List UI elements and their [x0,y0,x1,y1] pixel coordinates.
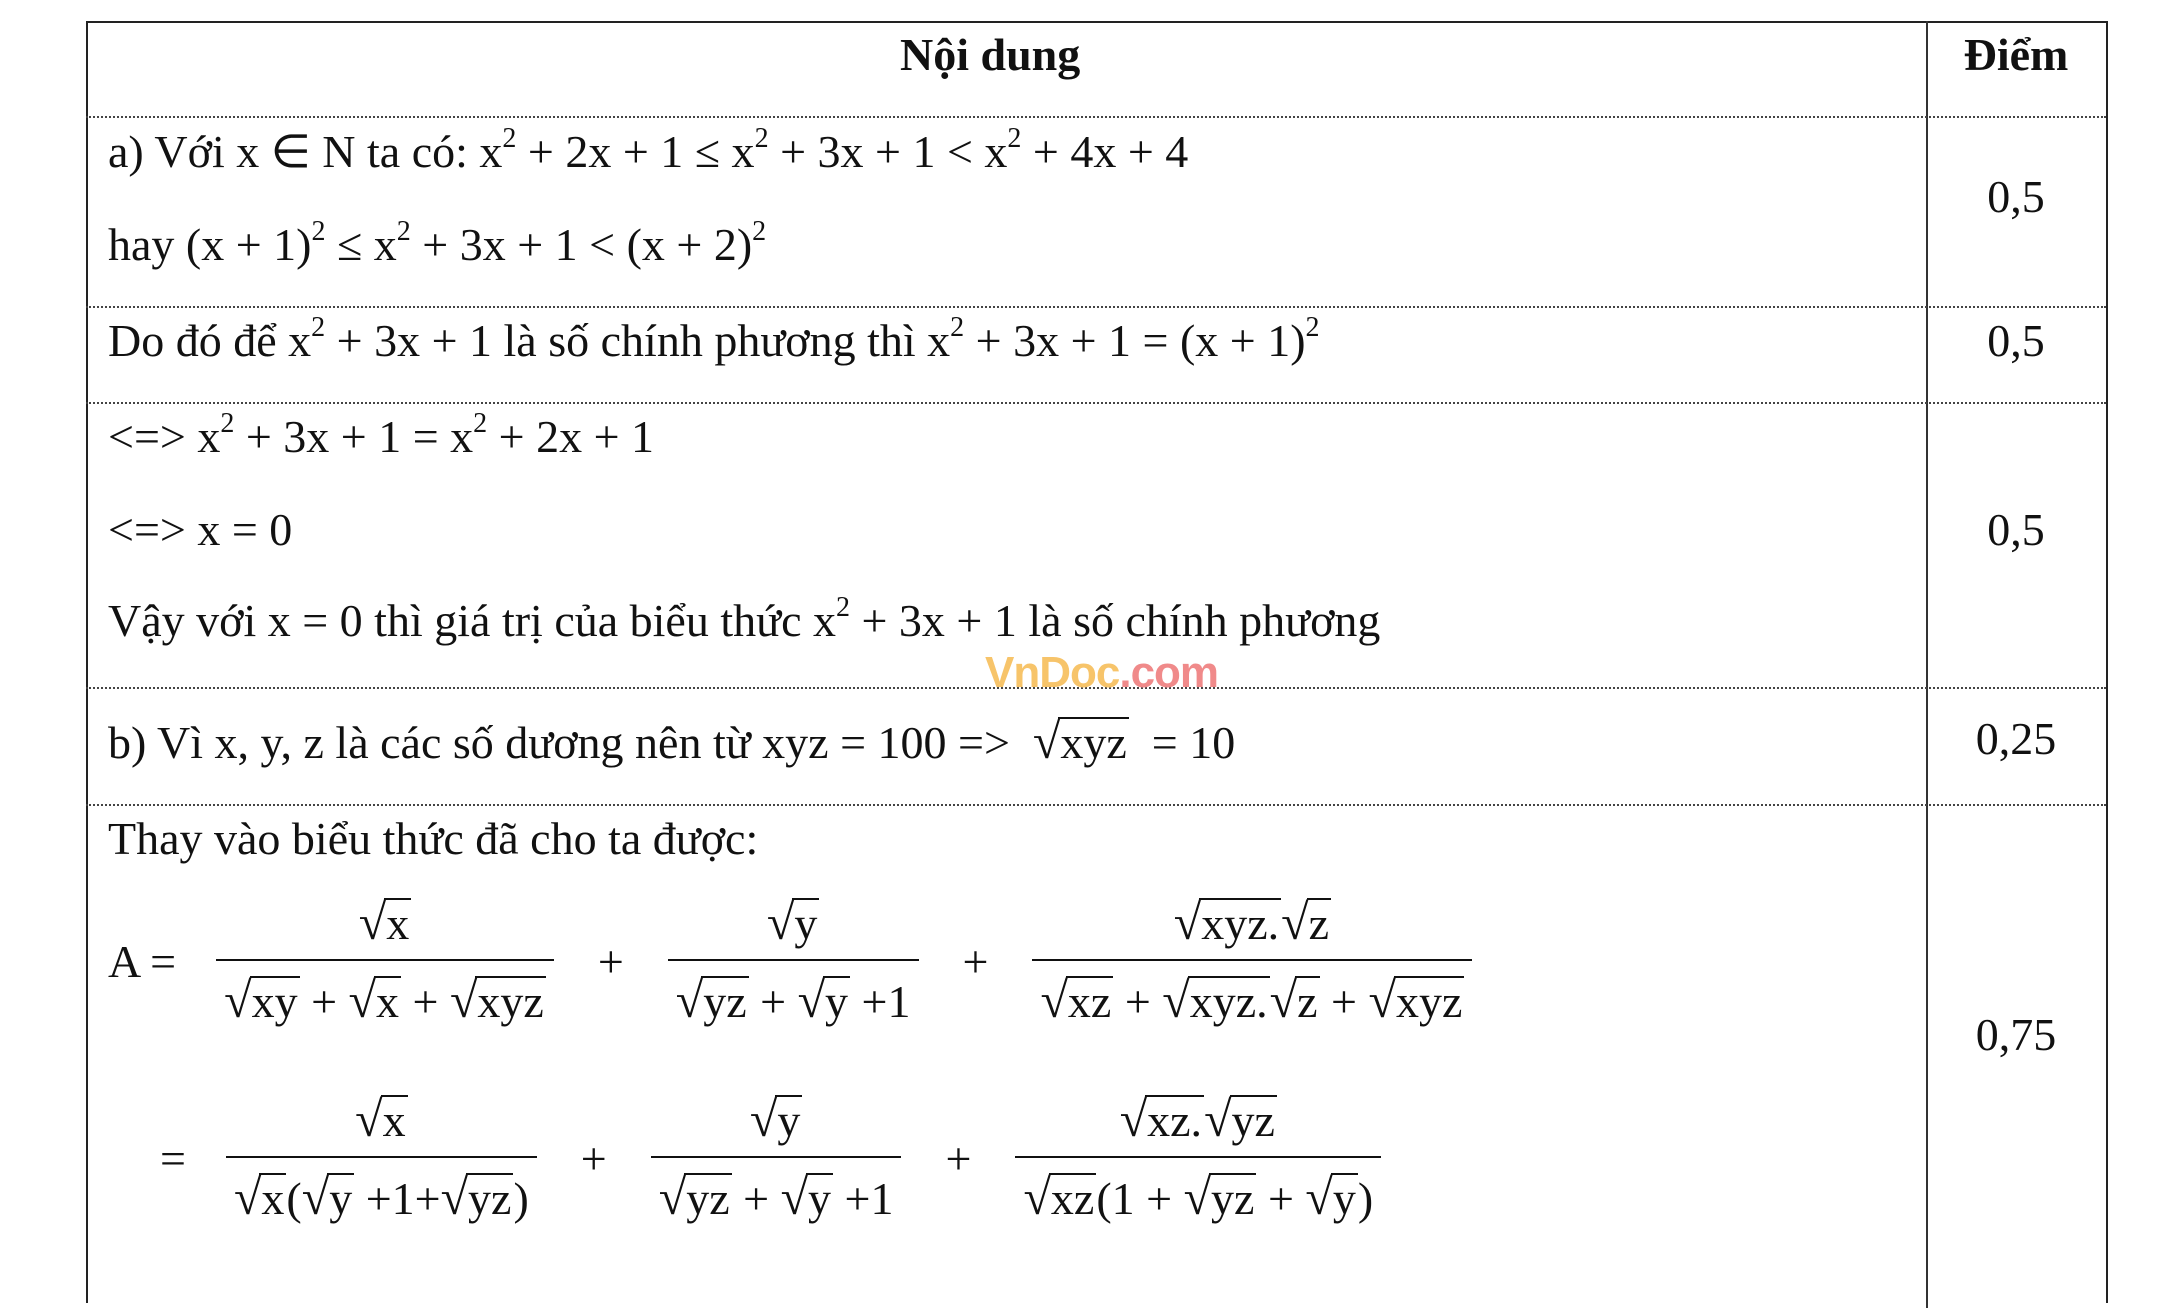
header-points: Điểm [1963,29,2069,80]
text: = 10 [1151,717,1236,768]
sqrt-icon: √ [675,972,704,1028]
numerator [759,893,827,959]
row-divider [86,804,2106,806]
sqrt-icon: √ [780,1169,809,1225]
radicand: x [375,976,399,1027]
text: b) Vì x, y, z là các số dương nên từ xyz = 100 => [108,717,1010,768]
exponent: 2 [1007,123,1022,154]
exponent: 2 [1305,312,1320,343]
sqrt-icon: √ [355,1091,383,1147]
radicand: yz [1231,1095,1275,1146]
sqrt-icon: √ [749,1091,778,1147]
fraction [1032,893,1472,1029]
radicand: y [794,898,818,949]
numerator [1112,1090,1285,1156]
formula-line1 [108,893,1486,1029]
fraction [216,893,554,1029]
radicand: y [808,1173,832,1224]
sqrt-icon: √ [1305,1169,1333,1225]
row1-points: 0,5 [1987,171,2045,222]
sqrt-icon: √ [449,972,478,1028]
text: + 2x + 1 ≤ x [516,126,755,177]
denominator: √xy + √x + √xyz [216,959,554,1029]
row2-points: 0,5 [1987,315,2045,366]
exponent: 2 [311,312,326,343]
text: + 4x + 4 [1021,126,1189,177]
denominator: √xz + √xyz.√z + √xyz [1032,959,1472,1029]
row2-line [108,314,1320,367]
radicand: y [1332,1173,1356,1224]
text: + 3x + 1 < x [768,126,1008,177]
row1-line1 [108,124,1188,178]
radicand: z [1297,976,1318,1027]
radicand: xyz [1060,717,1127,768]
row3-line1 [108,410,654,463]
sqrt-icon: √ [766,894,795,950]
numerator [347,1090,415,1156]
text: + 3x + 1 = x [234,411,474,462]
fraction [651,1090,902,1226]
radicand: y [329,1173,353,1224]
fraction [1015,1090,1381,1226]
one: 1 [870,1173,894,1224]
exponent: 2 [950,312,965,343]
one: 1 [887,976,911,1027]
text: + 3x + 1 là số chính phương [849,595,1381,646]
radicand: x [261,1173,285,1224]
radicand: xy [251,976,298,1027]
radicand: xyz [477,976,544,1027]
one: 1 [1111,1173,1135,1224]
radicand: yz [1211,1173,1255,1224]
sqrt-icon: √ [1183,1169,1212,1225]
text: + 2x + 1 [487,411,655,462]
radicand: xyz. [1201,898,1280,949]
fraction [226,1090,537,1226]
text: + 3x + 1 là số chính phương thì x [325,315,951,366]
sqrt-icon: √ [1368,972,1396,1028]
radicand: xz [1050,1173,1095,1224]
sqrt-icon: √ [301,1169,330,1225]
exponent: 2 [502,123,517,154]
numerator [1166,893,1339,959]
sqrt-icon: √ [1040,972,1068,1028]
radicand: yz [686,1173,730,1224]
row-divider [86,306,2106,308]
row3-line3 [108,594,1380,647]
radicand: xz [1067,976,1112,1027]
denominator: √yz + √y +1 [668,959,919,1029]
sqrt-icon: √ [1173,894,1202,950]
radicand: x [382,1095,406,1146]
equals-sign: = [160,1132,186,1184]
sqrt-icon: √ [224,972,252,1028]
exponent: 2 [752,216,767,247]
sqrt-icon: √ [1119,1091,1148,1147]
radicand: xz. [1147,1095,1203,1146]
sqrt-icon: √ [440,1169,469,1225]
sqrt-icon: √ [658,1169,687,1225]
plus-sign: + [597,935,624,987]
exponent: 2 [754,123,769,154]
text: + 3x + 1 = (x + 1) [964,315,1306,366]
text: a) Với x ∈ N ta có: x [108,126,503,177]
text: hay (x + 1) [108,219,312,270]
exponent: 2 [835,592,850,623]
fraction [668,893,919,1029]
row1-line2 [108,218,766,271]
denominator: √xz(1 + √yz + √y) [1015,1156,1381,1226]
sqrt-icon: √ [1204,1091,1232,1147]
sqrt-icon: √ [1032,713,1061,769]
row-divider [86,402,2106,404]
denominator: √yz + √y +1 [651,1156,902,1226]
row5-intro: Thay vào biểu thức đã cho ta được: [108,813,759,864]
radicand: x [386,898,410,949]
exponent: 2 [311,216,326,247]
radicand: yz [468,1173,512,1224]
sqrt-icon: √ [348,972,376,1028]
row4-points: 0,25 [1975,713,2057,764]
radicand: xyz [1395,976,1463,1027]
numerator [351,893,419,959]
radicand: y [825,976,849,1027]
a-label: A = [108,935,177,987]
sqrt-icon: √ [1269,972,1298,1028]
text: Do đó để x [108,315,312,366]
one: 1 [391,1173,415,1224]
sqrt-icon: √ [1023,1169,1051,1225]
text: <=> x [108,411,221,462]
radicand: y [777,1095,801,1146]
denominator: √x(√y +1+√yz) [226,1156,537,1226]
sqrt-icon: √ [797,972,826,1028]
text: ≤ x [325,219,397,270]
text: Vậy với x = 0 thì giá trị của biểu thức x [108,595,836,646]
radicand: z [1308,898,1330,949]
plus-sign: + [580,1132,607,1184]
row4-line [108,712,1235,770]
sqrt-icon: √ [233,1169,262,1225]
numerator [742,1090,810,1156]
sqrt-icon: √ [1281,894,1309,950]
radicand: xyz. [1189,976,1268,1027]
row-divider [86,116,2106,118]
plus-sign: + [945,1132,972,1184]
formula-line2 [160,1090,1395,1226]
exponent: 2 [396,216,411,247]
plus-sign: + [962,935,989,987]
vndoc-watermark [985,648,1219,697]
exponent: 2 [473,408,488,439]
watermark-part: .com [1119,648,1219,697]
exponent: 2 [220,408,235,439]
header-content: Nội dung [900,29,1081,80]
sqrt-icon: √ [358,894,387,950]
row5-points: 0,75 [1975,1009,2057,1060]
watermark-part: VnDoc [985,648,1120,697]
text: + 3x + 1 < (x + 2) [410,219,753,270]
row3-points: 0,5 [1987,504,2045,555]
sqrt-icon: √ [1162,972,1190,1028]
radicand: yz [703,976,747,1027]
row3-line2: <=> x = 0 [108,504,293,555]
